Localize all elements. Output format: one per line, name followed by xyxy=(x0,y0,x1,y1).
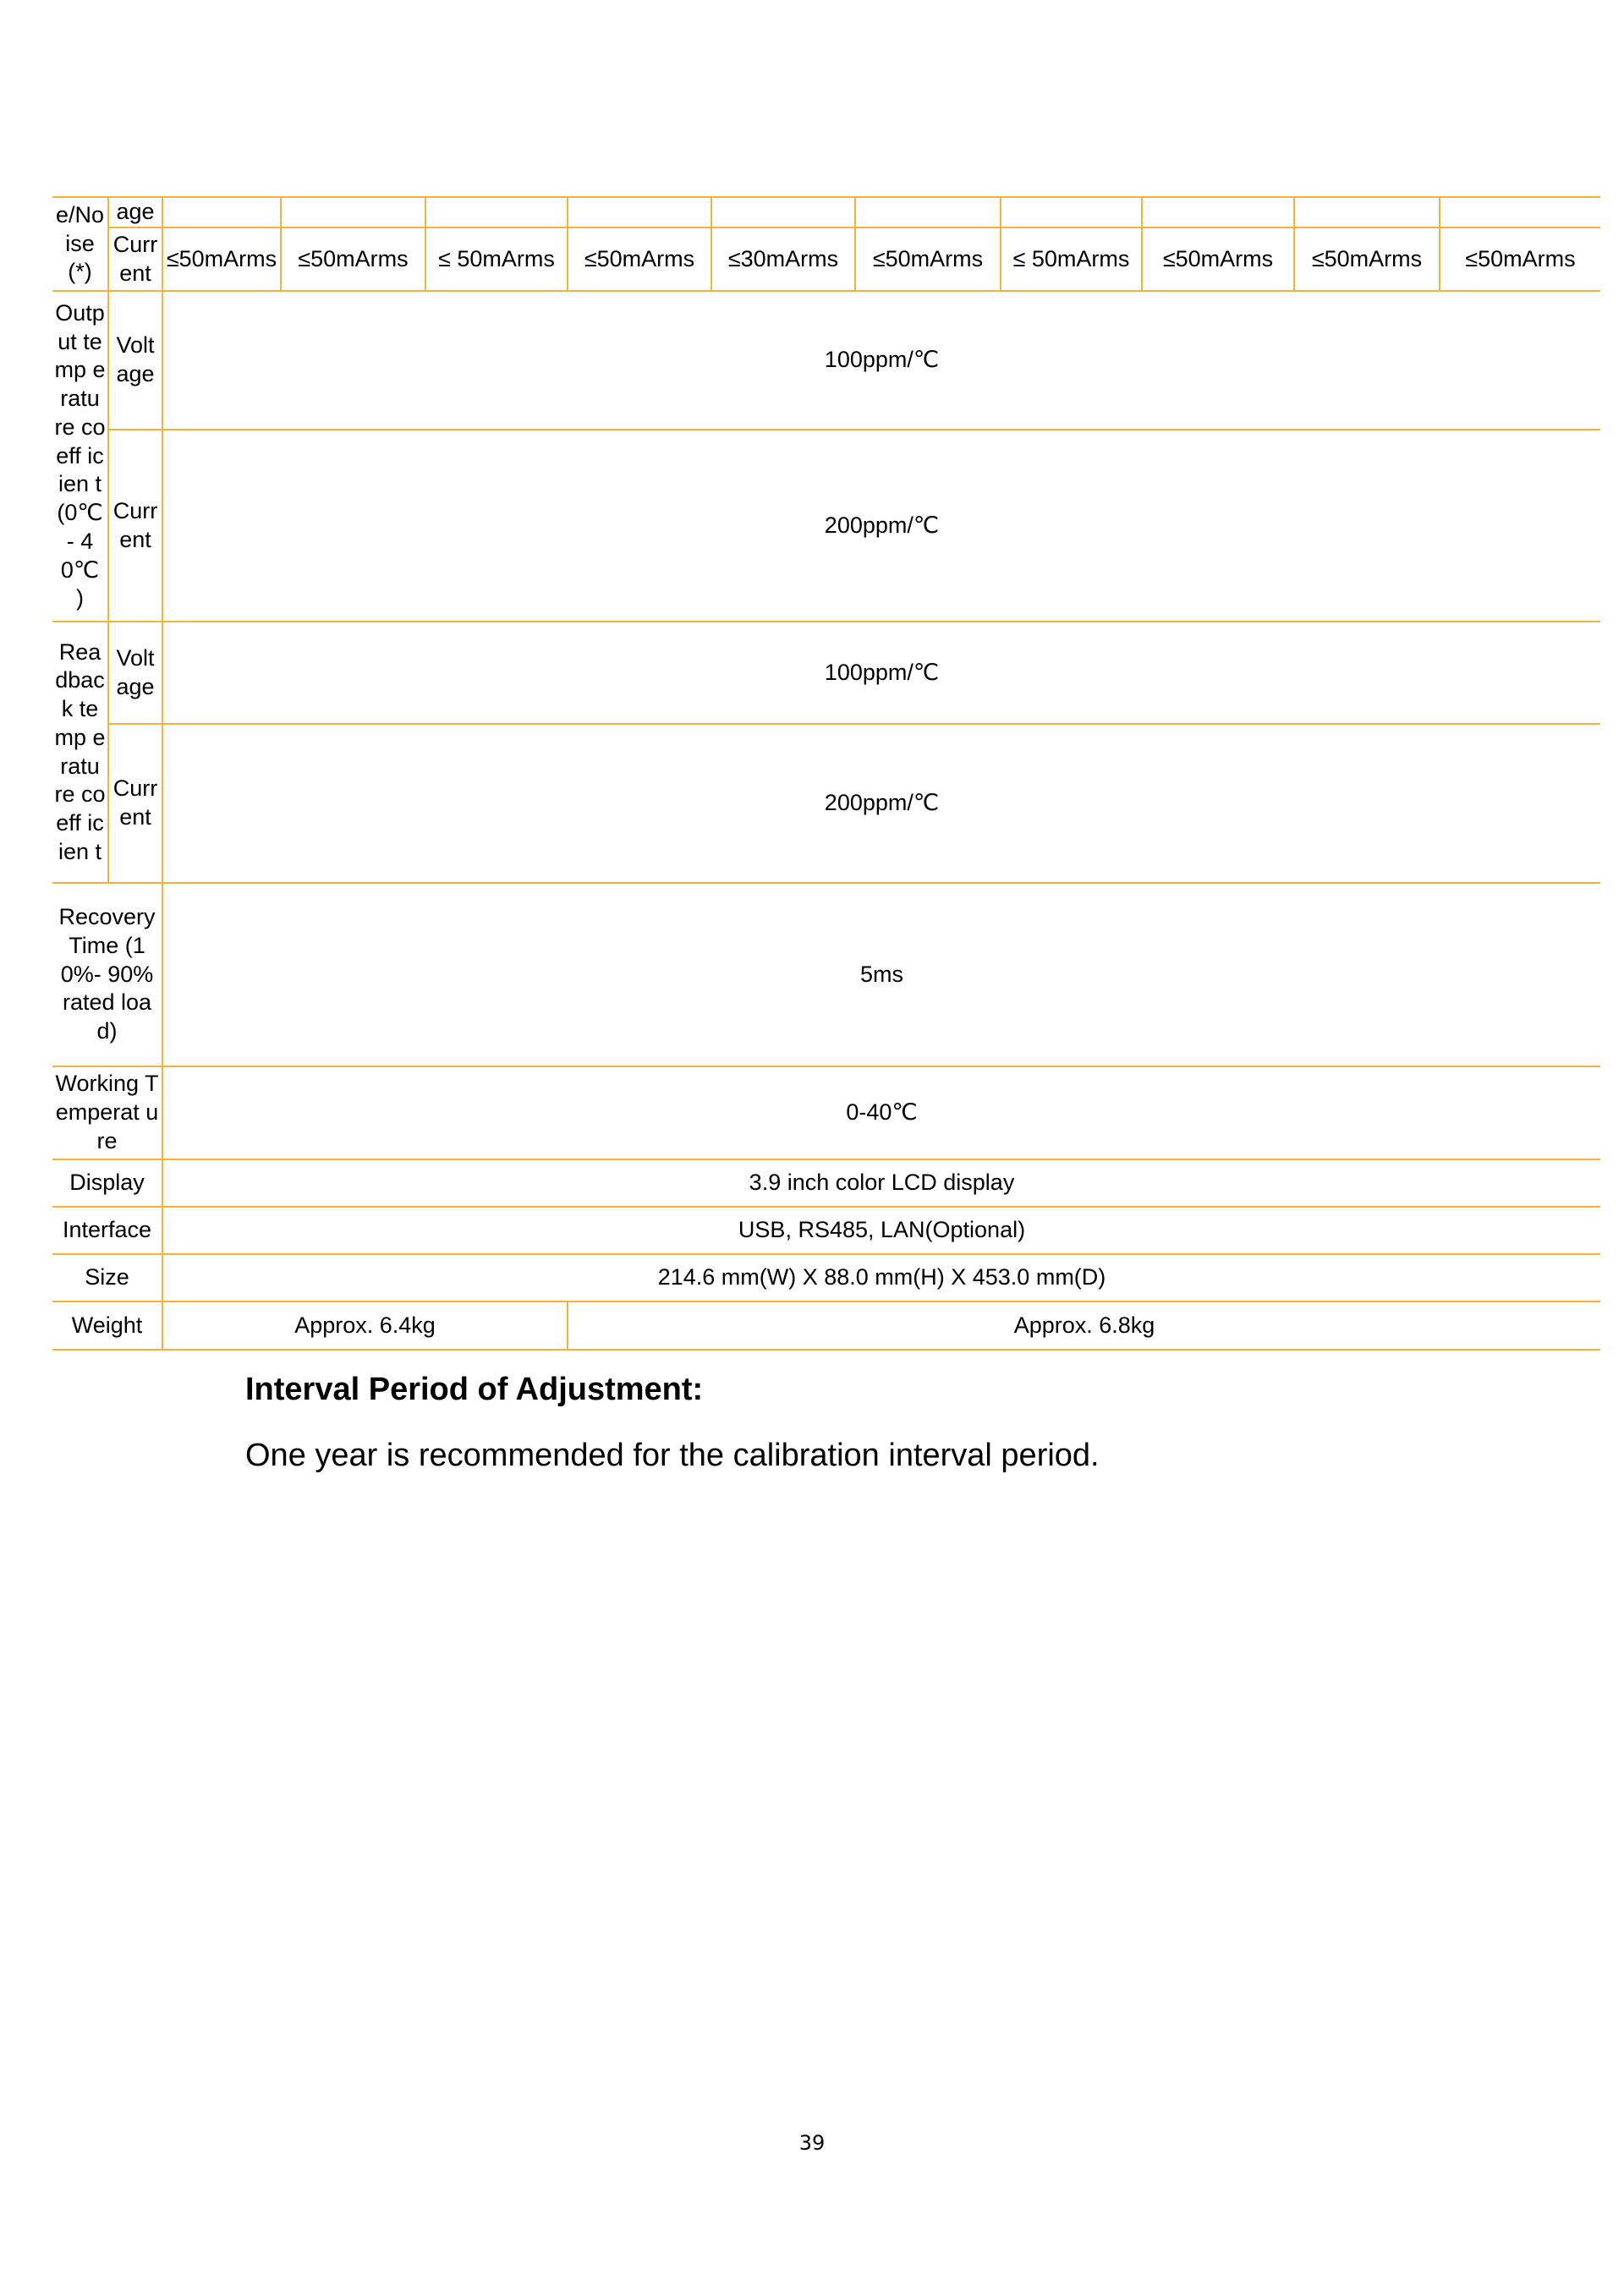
readback-current-value: 200ppm/℃ xyxy=(162,724,1600,883)
display-row xyxy=(52,1159,1600,1207)
working-temp-label: Working Temperat ure xyxy=(52,1066,162,1159)
noise-current-value: ≤50mArms xyxy=(281,227,425,291)
noise-current-label: Curr ent xyxy=(108,227,162,291)
noise-label: e/No ise (*) xyxy=(52,197,108,291)
weight-label: Weight xyxy=(52,1301,162,1350)
noise-current-value: ≤30mArms xyxy=(711,227,855,291)
display-value: 3.9 inch color LCD display xyxy=(162,1159,1600,1207)
output-temp-current-row xyxy=(52,430,1600,622)
working-temp-row xyxy=(52,1066,1600,1159)
recovery-time-label: Recovery Time (10%- 90% rated load) xyxy=(52,883,162,1066)
noise-current-value: ≤ 50mArms xyxy=(425,227,568,291)
readback-temp-coefficient-label: Rea dbac k temp eratu re coeff icien t xyxy=(52,622,108,883)
weight-value: Approx. 6.8kg xyxy=(568,1301,1600,1350)
spec-table xyxy=(52,196,1600,1351)
adjustment-text: One year is recommended for the calibration interval period. xyxy=(245,1438,1100,1473)
output-temp-coefficient-label: Outp ut temp eratu re coeff icien t (0℃- 40℃ ) xyxy=(52,291,108,622)
noise-current-value: ≤50mArms xyxy=(1294,227,1440,291)
working-temp-value: 0-40℃ xyxy=(162,1066,1600,1159)
readback-voltage-value: 100ppm/℃ xyxy=(162,622,1600,724)
readback-voltage-label: Volt age xyxy=(108,622,162,724)
noise-current-value: ≤50mArms xyxy=(1142,227,1294,291)
readback-temp-voltage-row xyxy=(52,622,1600,724)
weight-row xyxy=(52,1301,1600,1350)
readback-temp-current-row xyxy=(52,724,1600,883)
recovery-time-row xyxy=(52,883,1600,1066)
output-current-label: Curr ent xyxy=(108,430,162,622)
noise-current-value: ≤50mArms xyxy=(1440,227,1600,291)
interface-row xyxy=(52,1207,1600,1254)
noise-voltage-label: age xyxy=(108,197,162,227)
output-temp-voltage-row xyxy=(52,291,1600,430)
size-value: 214.6 mm(W) X 88.0 mm(H) X 453.0 mm(D) xyxy=(162,1254,1600,1301)
recovery-time-value: 5ms xyxy=(162,883,1600,1066)
readback-current-label: Curr ent xyxy=(108,724,162,883)
interface-label: Interface xyxy=(52,1207,162,1254)
page-number: 39 xyxy=(798,2131,826,2155)
display-label: Display xyxy=(52,1159,162,1207)
noise-current-value: ≤50mArms xyxy=(568,227,711,291)
noise-current-value: ≤50mArms xyxy=(162,227,281,291)
adjustment-heading: Interval Period of Adjustment: xyxy=(245,1372,704,1407)
weight-value: Approx. 6.4kg xyxy=(162,1301,568,1350)
output-voltage-label: Volt age xyxy=(108,291,162,430)
noise-current-row xyxy=(52,227,1600,291)
noise-current-value: ≤50mArms xyxy=(855,227,1001,291)
output-voltage-value: 100ppm/℃ xyxy=(162,291,1600,430)
size-label: Size xyxy=(52,1254,162,1301)
interface-value: USB, RS485, LAN(Optional) xyxy=(162,1207,1600,1254)
size-row xyxy=(52,1254,1600,1301)
noise-voltage-row xyxy=(52,197,1600,227)
noise-current-value: ≤ 50mArms xyxy=(1001,227,1142,291)
output-current-value: 200ppm/℃ xyxy=(162,430,1600,622)
